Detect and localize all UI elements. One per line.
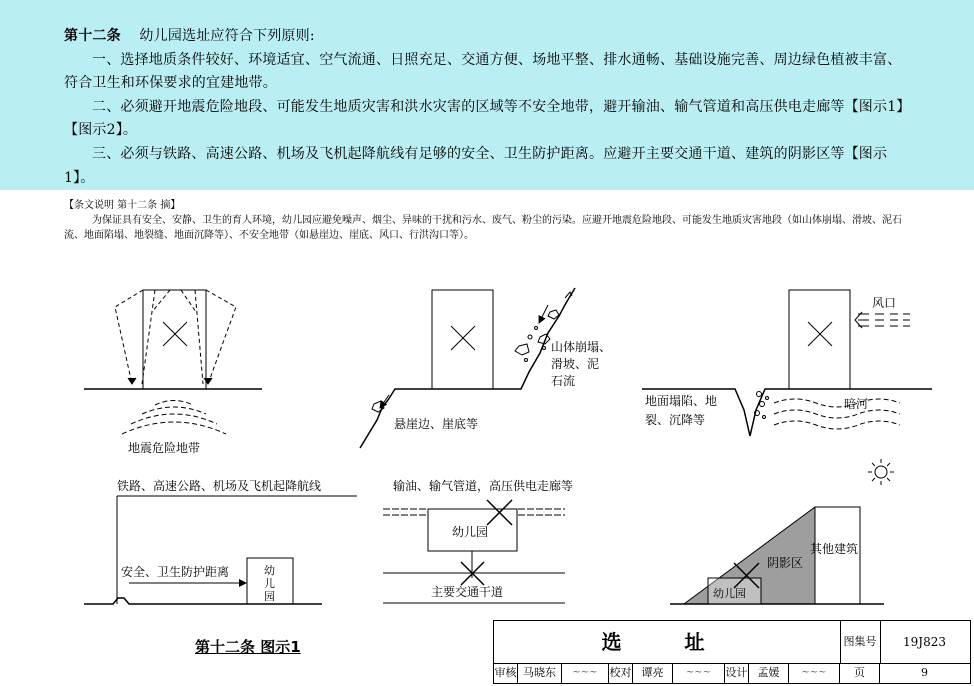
- main-road-label: 主要交通干道: [431, 585, 504, 599]
- designer-name: 孟媛: [749, 663, 789, 683]
- title-block: [493, 620, 971, 684]
- page-number: 9: [921, 666, 928, 679]
- earthquake-zone-diagram: [84, 290, 262, 455]
- wind-label: 风口: [872, 296, 897, 310]
- article-item-2: 二、必须避开地震危险地段、可能发生地质灾害和洪水灾害的区域等不安全地带，避开输油、输气管道和高压供电走廊等【图示1】【图示2】。: [64, 98, 911, 139]
- article-number: 第十二条: [64, 28, 121, 44]
- landslide-label-1: 山体崩塌、: [551, 340, 612, 354]
- shadow-zone-diagram: [670, 459, 894, 604]
- article-title: 幼儿园选址应符合下列原则:: [139, 28, 315, 44]
- kindergarten-label-2: 幼儿园: [713, 587, 746, 600]
- figure-caption: 第十二条 图示1: [195, 638, 301, 656]
- collapse-label-2: 裂、沉降等: [645, 413, 706, 427]
- other-building-label: 其他建筑: [810, 542, 859, 556]
- pipeline-road-diagram: [383, 478, 573, 603]
- wind-collapse-diagram: [642, 290, 932, 436]
- distance-label: 安全、卫生防护距离: [121, 565, 230, 579]
- kindergarten-label: 幼儿园: [452, 525, 489, 539]
- check-label: 校对: [609, 663, 633, 683]
- design-label: 设计: [725, 663, 749, 683]
- explanation-body: 为保证具有安全、安静、卫生的育人环境，幼儿园应避免噪声、烟尘、异味的干扰和污水、废气、粉尘的污染。应避开地震危险地段、可能发生地质灾害地段（如山体崩塌、滑坡、泥石流、地面陷塌、地裂缝、地面沉降等）、不安全地带（如悬崖边、崖底、风口、行洪沟口等）。: [64, 215, 902, 241]
- collapse-label-1: 地面塌陷、地: [645, 394, 718, 408]
- set-number-label: 图集号: [840, 621, 881, 663]
- river-label: 暗河: [844, 397, 869, 411]
- railway-label: 铁路、高速公路、机场及飞机起降航线: [117, 479, 322, 493]
- set-number: 19J823: [903, 635, 946, 649]
- checker-signature: ~~~: [673, 663, 725, 683]
- kindergarten-char-1: 幼: [264, 564, 275, 577]
- landslide-cliff-diagram: [360, 288, 611, 448]
- article-item-1: 一、选择地质条件较好、环境适宜、空气流通、日照充足、交通方便、场地平整、排水通畅、基础设施完善、周边绿色植被丰富、符合卫生和环保要求的宜建地带。: [64, 51, 902, 92]
- explanation-header: 【条文说明 第十二条 摘】: [64, 200, 181, 211]
- designer-signature: ~~~: [789, 663, 840, 683]
- kindergarten-char-3: 园: [264, 590, 275, 603]
- article-item-3: 三、必须与铁路、高速公路、机场及飞机起降航线有足够的安全、卫生防护距离。应避开主要交通干道、建筑的阴影区等【图示1】。: [64, 145, 888, 186]
- shadow-label: 阴影区: [767, 556, 804, 570]
- reviewer-signature: ~~~: [562, 663, 609, 683]
- cliff-label: 悬崖边、崖底等: [394, 417, 479, 431]
- reviewer-name: 马晓东: [518, 663, 562, 683]
- review-label: 审核: [494, 663, 518, 683]
- checker-name: 谭亮: [633, 663, 673, 683]
- landslide-label-3: 石流: [551, 374, 576, 388]
- railway-distance-diagram: [84, 478, 357, 604]
- kindergarten-char-2: 儿: [264, 577, 275, 590]
- pipeline-label: 输油、输气管道，高压供电走廊等: [393, 479, 574, 493]
- page-label: 页: [840, 663, 880, 683]
- sheet-title: 选 址: [494, 621, 841, 663]
- earthquake-label: 地震危险地带: [128, 441, 201, 455]
- landslide-label-2: 滑坡、泥: [551, 357, 600, 371]
